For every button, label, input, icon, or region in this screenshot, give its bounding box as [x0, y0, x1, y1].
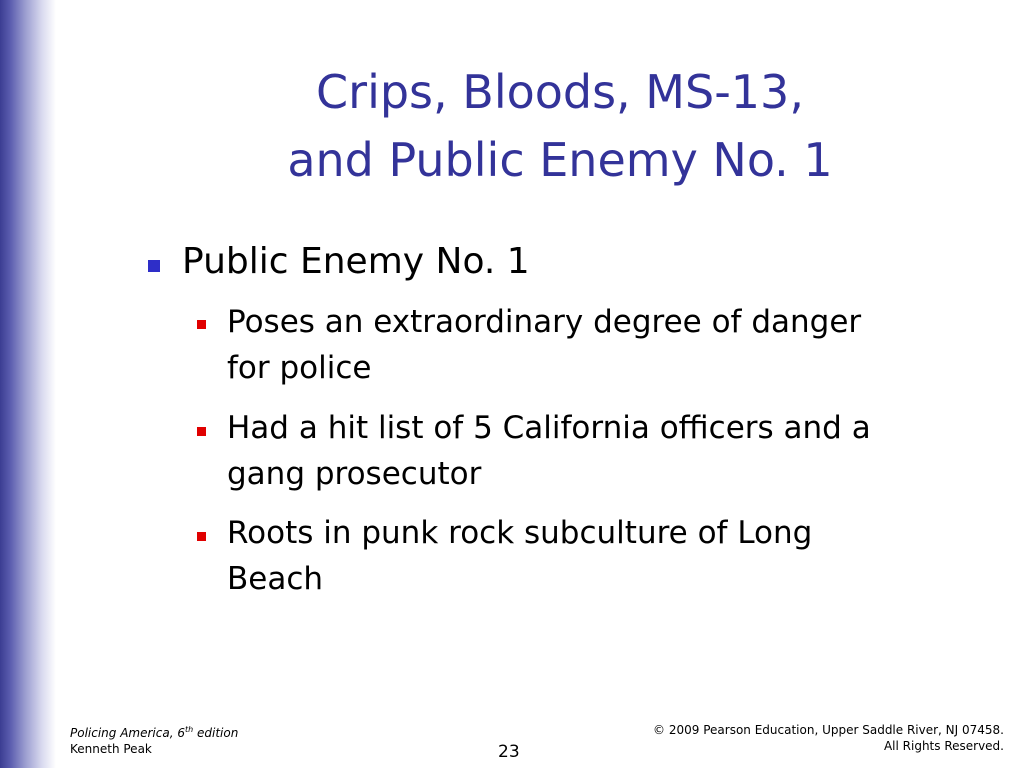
copyright-line-1: © 2009 Pearson Education, Upper Saddle River, NJ 07458.: [653, 723, 1004, 737]
sub-bullet-square-icon: [197, 532, 206, 541]
sub-bullet-1-line-2: for police: [227, 350, 372, 386]
title-line-2: and Public Enemy No. 1: [287, 133, 833, 187]
copyright-line-2: All Rights Reserved.: [883, 739, 1004, 753]
footer-copyright: [653, 722, 1004, 754]
sub-bullet-2-line-2: gang prosecutor: [227, 456, 482, 492]
sub-bullet-3-line-2: Beach: [227, 561, 324, 597]
slide-title: [170, 58, 950, 194]
sub-bullet-square-icon: [197, 320, 206, 329]
page-number: 23: [498, 742, 520, 762]
bullet-square-icon: [148, 260, 160, 272]
sub-bullet-1-line-1: Poses an extraordinary degree of danger: [227, 304, 862, 340]
bullet-text: Public Enemy No. 1: [182, 241, 530, 282]
sub-bullet-2-line-1: Had a hit list of 5 California officers and a: [227, 410, 871, 446]
footer-author: Kenneth Peak: [70, 742, 152, 756]
footer-book-title: Policing America, 6th edition: [70, 725, 239, 740]
sub-bullet-3-line-1: Roots in punk rock subculture of Long: [227, 515, 813, 551]
title-line-1: Crips, Bloods, MS-13,: [316, 65, 804, 119]
side-gradient-bar: [0, 0, 56, 768]
footer-book-info: [70, 722, 238, 757]
sub-bullet-square-icon: [197, 427, 206, 436]
